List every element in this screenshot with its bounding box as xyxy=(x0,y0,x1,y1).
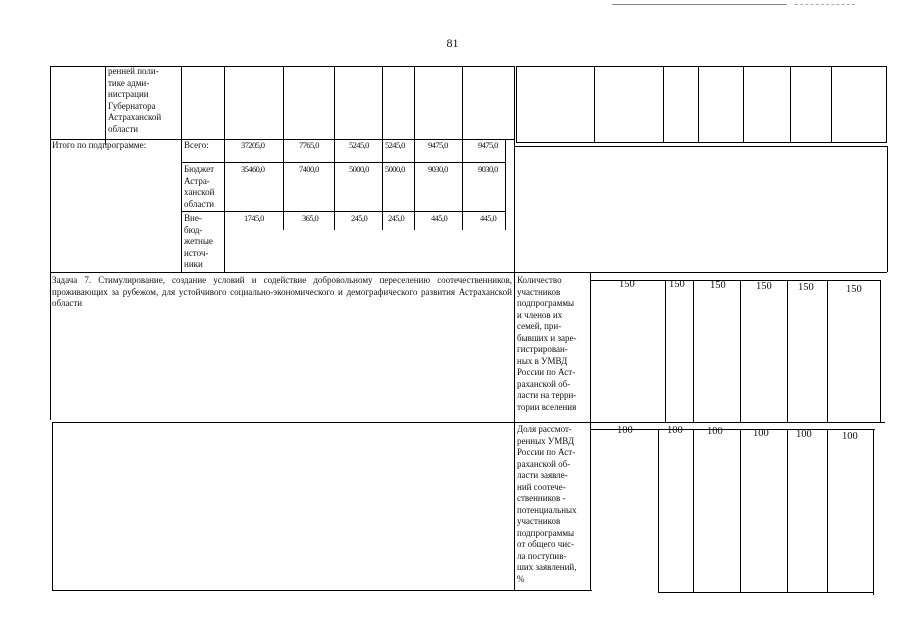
source-regional-budget: Бюджет Астра- ханской области xyxy=(184,164,215,209)
value-cell: 35460,0 xyxy=(241,164,265,174)
indicator-value: 100 xyxy=(753,428,769,439)
indicator-value: 150 xyxy=(846,284,862,295)
indicator-value: 150 xyxy=(669,279,685,290)
value-cell: 5000,0 xyxy=(385,164,405,174)
indicator-value: 100 xyxy=(667,425,683,436)
executor-name: ренней поли- тике адми- нистрации Губернатора Астраханской области xyxy=(108,66,162,134)
page-number: 81 xyxy=(446,36,459,50)
value-cell: 9475,0 xyxy=(478,140,498,150)
indicator-value: 150 xyxy=(756,281,772,292)
value-cell: 445,0 xyxy=(431,213,448,223)
header-rule-dashed xyxy=(795,4,855,5)
indicator-value: 100 xyxy=(707,426,723,437)
indicator-value: 100 xyxy=(617,425,633,436)
indicator-value: 150 xyxy=(619,279,635,290)
total-label: Итого по подпрограмме: xyxy=(52,140,147,150)
source-extrabudgetary: Вне- бюд- жетные источ- ники xyxy=(184,213,213,269)
value-cell: 5000,0 xyxy=(349,164,369,174)
value-cell: 7400,0 xyxy=(299,164,319,174)
value-cell: 9030,0 xyxy=(478,164,498,174)
value-cell: 245,0 xyxy=(351,213,368,223)
task7-text: Задача 7. Стимулирование, создание условий и содействие добровольному переселению соотечественников, проживающих за рубежом, для устойчивого социально-экономического и демографического развития Астраханской области xyxy=(52,275,512,308)
indicator-value: 150 xyxy=(710,280,726,291)
indicator-value: 150 xyxy=(798,282,814,293)
value-cell: 37205,0 xyxy=(241,140,265,150)
value-cell: 9475,0 xyxy=(428,140,448,150)
value-cell: 9030,0 xyxy=(428,164,448,174)
value-cell: 7765,0 xyxy=(299,140,319,150)
value-cell: 445,0 xyxy=(480,213,497,223)
value-cell: 5245,0 xyxy=(349,140,369,150)
value-cell: 5245,0 xyxy=(385,140,405,150)
header-rule xyxy=(612,4,787,5)
source-total: Всего: xyxy=(184,140,209,150)
indicator-name: Количество участников подпрограммы и членов их семей, при- бывших и заре- гистрирован- ных в УМВД России по Аст- раханской об- ласти на терри- тории вселения xyxy=(517,275,577,412)
indicator-name: Доля рассмот- ренных УМВД России по Аст- раханской об- ласти заявле- ний соотече- ственников - потенциальных участников подпрограммы от общего чис- ла поступив- ших заявлений, % xyxy=(517,424,577,584)
indicator-value: 100 xyxy=(842,431,858,442)
value-cell: 1745,0 xyxy=(244,213,264,223)
value-cell: 245,0 xyxy=(388,213,405,223)
indicator-value: 100 xyxy=(796,429,812,440)
value-cell: 365,0 xyxy=(302,213,319,223)
